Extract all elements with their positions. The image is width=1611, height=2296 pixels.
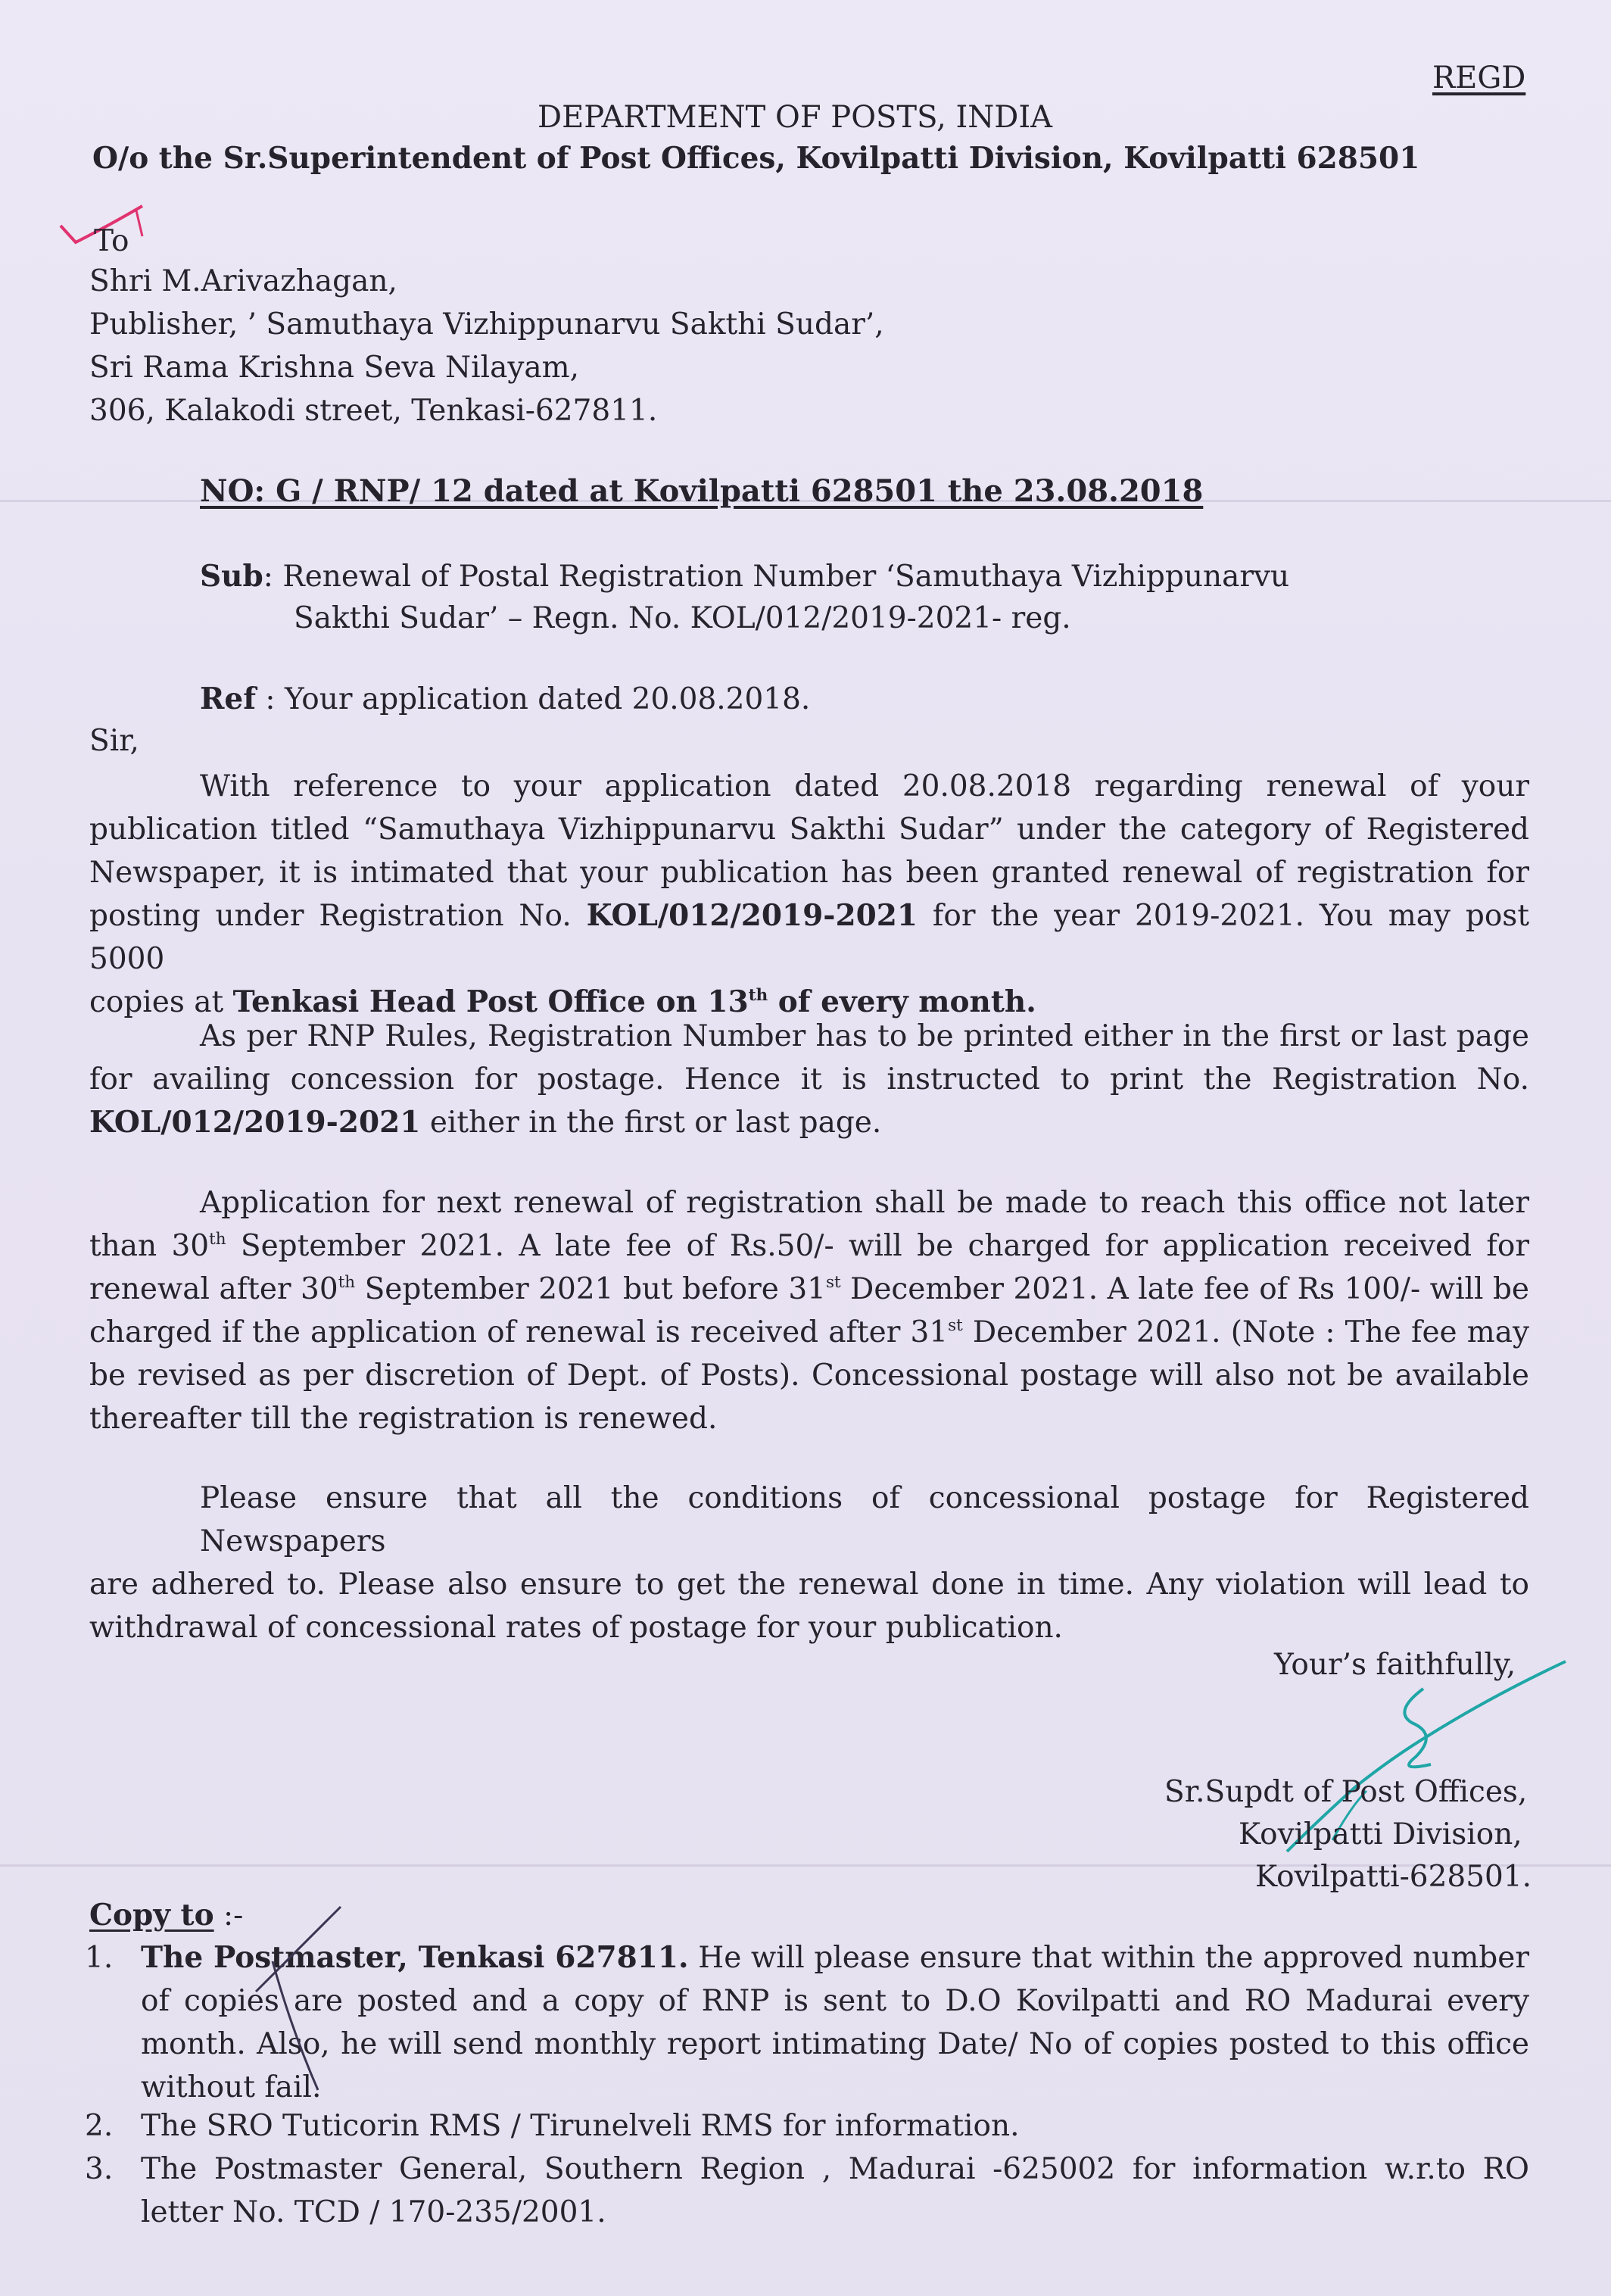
addressee-line: Publisher, ’ Samuthaya Vizhippunarvu Sakthi Sudar’, xyxy=(89,307,884,342)
salutation: Sir, xyxy=(89,724,139,758)
paragraph-3: Application for next renewal of registration shall be made to reach this office not later than 30th September 2021. A late fee of Rs.50/- will be charged for application received for renewal after 30th September 2021 but before 31st December 2021. A late fee of Rs 100/- will be charged if the application of renewal is received after 31st December 2021. (Note : The fee may be revised as per discretion of Dept. of Posts). Concessional postage will also not be available thereafter till the registration is renewed. xyxy=(89,1186,1530,1436)
signatory-line: Kovilpatti-628501. xyxy=(1255,1860,1532,1894)
subject-label: Sub xyxy=(200,559,263,594)
addressee-line: Shri M.Arivazhagan, xyxy=(89,264,397,298)
ref-label: Ref xyxy=(200,682,257,716)
copy-item-1: The Postmaster, Tenkasi 627811. He will please ensure that within the approved number of copies are posted and a copy of RNP is sent to D.O Kovilpatti and RO Madurai every month. Also, he will send monthly report intimating Date/ No of copies posted to this office without fail. xyxy=(141,1940,1529,2104)
ref-line: Ref : Your application dated 20.08.2018. xyxy=(200,682,811,716)
addressee-line: 306, Kalakodi street, Tenkasi-627811. xyxy=(89,394,658,428)
addressee-line: Sri Rama Krishna Seva Nilayam, xyxy=(89,351,579,385)
copy-item-3: The Postmaster General, Southern Region , Madurai -625002 for information w.r.to RO letter No. TCD / 170-235/2001. xyxy=(141,2152,1529,2229)
subject-line: Sub: Renewal of Postal Registration Number ‘Samuthaya Vizhippunarvu xyxy=(200,559,1290,594)
pen-mark-icon xyxy=(250,1901,348,2098)
signatory-line: Sr.Supdt of Post Offices, xyxy=(1164,1775,1528,1809)
closing: Your’s faithfully, xyxy=(1274,1648,1516,1682)
copy-number: 1. xyxy=(85,1941,114,1975)
paragraph-4: Please ensure that all the conditions of concessional postage for Registered Newspapers are adhered to. Please also ensure to get the renewal done in time. Any violation will lead to withdrawal of concessional rates of postage for your publication. xyxy=(89,1481,1529,1645)
office-title: O/o the Sr.Superintendent of Post Offices, Kovilpatti Division, Kovilpatti 628501 xyxy=(92,141,1420,176)
copy-item-2: The SRO Tuticorin RMS / Tirunelveli RMS for information. xyxy=(141,2109,1020,2143)
copy-to-heading: Copy to :- xyxy=(89,1898,244,1933)
regd-label: REGD xyxy=(1432,61,1526,95)
signatory-line: Kovilpatti Division, xyxy=(1239,1817,1522,1851)
paragraph-1: With reference to your application dated 20.08.2018 regarding renewal of your publication titled “Samuthaya Vizhippunarvu Sakthi Sudar” under the category of Registered Newspaper, it is intimated that your publication has been granted renewal of registration for posting under Registration No. KOL/012/2019-2021 for the year 2019-2021. You may post 5000 copies at Tenkasi Head Post Office on 13th of every month. xyxy=(89,769,1529,1019)
subject-line-2: Sakthi Sudar’ – Regn. No. KOL/012/2019-2021- reg. xyxy=(294,601,1071,635)
paragraph-2: As per RNP Rules, Registration Number has to be printed either in the first or last page for availing concession for postage. Hence it is instructed to print the Registration No. KOL/012/2019-2021 either in the first or last page. xyxy=(89,1019,1529,1140)
copy-number: 2. xyxy=(85,2109,114,2143)
reference-number: NO: G / RNP/ 12 dated at Kovilpatti 628501 the 23.08.2018 xyxy=(200,473,1204,509)
department-title: DEPARTMENT OF POSTS, INDIA xyxy=(538,100,1053,135)
to-label: To xyxy=(94,224,129,258)
copy-number: 3. xyxy=(85,2152,114,2186)
